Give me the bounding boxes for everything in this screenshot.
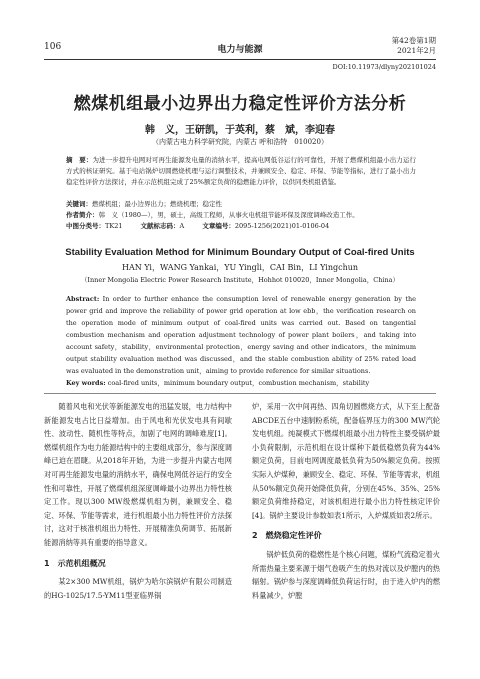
abstract-cn-text: 为进一步提升电网对可再生能源发电量的消纳水平，提高电网低谷运行的可靠性，开展了燃煤机组最小出力运行方式的核证研究。基于电站锅炉切圆燃烧机理与运行调整技术，并兼顾安全、稳定、环保、节能等指标，进行了最小出力稳定性评价方法探讨，并在示范机组完成了25%额定负荷的稳燃能力评价，以供同类机组借鉴。 bbox=[66, 156, 417, 186]
keywords-en-label: Key words: bbox=[66, 379, 106, 387]
title-en: Stability Evaluation Method for Minimum Boundary Output of Coal-fired Units bbox=[65, 247, 415, 258]
doi: DOI:10.11973/dlyny202101024 bbox=[332, 63, 436, 71]
header-rule bbox=[44, 59, 436, 60]
article-no-label: 文章编号： bbox=[202, 222, 235, 230]
page-number: 106 bbox=[44, 42, 62, 52]
abstract-cn bbox=[66, 155, 416, 188]
keywords-en-text: coal-fired units，minimum boundary output，combustion mechanism，stability bbox=[107, 379, 370, 387]
classification-line bbox=[66, 221, 416, 232]
intro-paragraph: 随着风电和光伏等新能源发电的迅猛发展，电力结构中新能源发电占比日益增加。由于风电和光伏发电具有间歇性、波动性、随机性等特点，加剧了电网的调峰难度[1]。燃煤机组作为电力能源结构中的主要组成部分，参与深度调峰已迫在眉睫。从2018年开始，为进一步提升内蒙古电网对可再生能源发电量的消纳水平，确保电网低谷运行的安全性和可靠性，开展了燃煤机组深度调峰最小边界出力特性核定工作。现以300 MW级燃煤机组为例，兼顾安全、稳定、环保、节能等需求，进行机组最小出力特性评价方法探讨，这对于核准机组出力特性、开展精准负荷调节、拓展新能源消纳等具有重要的指导意义。 bbox=[44, 402, 232, 547]
section-2-heading: 2 燃烧稳定性评价 bbox=[252, 531, 322, 541]
clc-label: 中图分类号： bbox=[66, 222, 105, 230]
doc-code-label: 文献标志码： bbox=[140, 222, 180, 230]
keywords-cn bbox=[66, 199, 416, 210]
abstract-cn-label: 摘 要： bbox=[66, 156, 93, 164]
keywords-cn-label: 关键词： bbox=[66, 200, 92, 208]
section-2-paragraph: 锅炉低负荷的稳燃性是个核心问题，煤粉气流稳定着火所需热量主要来源于烟气卷吸产生的热对流以及炉膛内的热辐射。锅炉参与深度调峰低负荷运行时，由于进入炉内的燃料量减少，炉膛 bbox=[252, 549, 440, 600]
body-column-right bbox=[252, 400, 440, 602]
authors-en: HAN Yi，WANG Yankai，YU Yingli，CAI Bin，LI Yingchun bbox=[121, 263, 359, 272]
volume-info bbox=[392, 36, 436, 56]
author-bio bbox=[66, 210, 416, 221]
unit-overview-paragraph: 炉，采用一次中间再热、四角切圆燃烧方式，从下至上配备ABCDE五台中速制粉系统，配备临界压力的300 MW汽轮发电机组。纯凝模式下燃煤机组最小出力特性主要受锅炉最小负荷限制，示范机组在设计煤种下最低稳燃负荷为44%额定负荷，目前电网调度最低负荷为50%额定负荷。按照实际入炉煤种，兼顾安全、稳定、环保、节能等需求，机组从50%额定负荷开始降低负荷，分别在45%、35%、25%额定负荷维持稳定，对该机组进行最小出力特性核定评价[4]。锅炉主要设计参数如表1所示，入炉煤质如表2所示。 bbox=[252, 402, 440, 520]
affiliation-cn: （内蒙古电力科学研究院，内蒙古 呼和浩特 010020） bbox=[152, 138, 328, 146]
abstract-en bbox=[66, 293, 416, 377]
keywords-en bbox=[66, 378, 416, 387]
doc-code-value: A bbox=[179, 222, 185, 230]
section-1-heading: 1 示范机组概况 bbox=[44, 558, 106, 568]
title-cn: 燃煤机组最小边界出力稳定性评价方法分析 bbox=[73, 94, 407, 114]
body-column-left bbox=[44, 400, 232, 602]
abstract-en-label: Abstract: bbox=[66, 295, 100, 303]
volume-issue: 第42卷第1期 bbox=[391, 36, 436, 45]
authors-cn: 韩 义，王研凯，于英利，蔡 斌，李迎春 bbox=[145, 125, 335, 136]
section-divider bbox=[44, 393, 436, 394]
author-bio-label: 作者简介： bbox=[66, 211, 99, 219]
abstract-en-text: In order to further enhance the consumption level of renewable energy generation by the power grid and improve the reliability of power grid operation at low ebb，the verification research on the operation mode of minimum output of coal-fired units was carried out. Based on tangential combustion mechanism and operation adjustment technology of power plant boilers，and taking into account safety，stability，environmental protection，energy saving and other indicators，the minimum output stability evaluation method was discussed，and the stable combustion ability of 25% rated load was evaluated in the demonstration unit，aiming to provide reference for similar situations. bbox=[66, 295, 416, 375]
section-1-paragraph: 某2×300 MW机组，锅炉为哈尔滨锅炉有限公司制造的HG-1025/17.5-YM11型亚临界锅 bbox=[44, 577, 232, 600]
article-no-value: 2095-1256(2021)01-0106-04 bbox=[234, 222, 330, 230]
affiliation-en: （Inner Mongolia Electric Power Research Institute，Hohhot 010020，Inner Mongolia，China） bbox=[80, 276, 400, 284]
journal-name: 电力与能源 bbox=[217, 45, 263, 55]
clc-value: TK21 bbox=[105, 222, 123, 230]
keywords-cn-text: 燃煤机组；最小边界出力；燃烧机理；稳定性 bbox=[92, 200, 222, 208]
author-bio-text: 韩 义（1980—），男，硕士，高级工程师，从事火电机组节能环保及深度调峰改造工作。 bbox=[98, 211, 359, 219]
issue-date: 2021年2月 bbox=[397, 46, 436, 55]
